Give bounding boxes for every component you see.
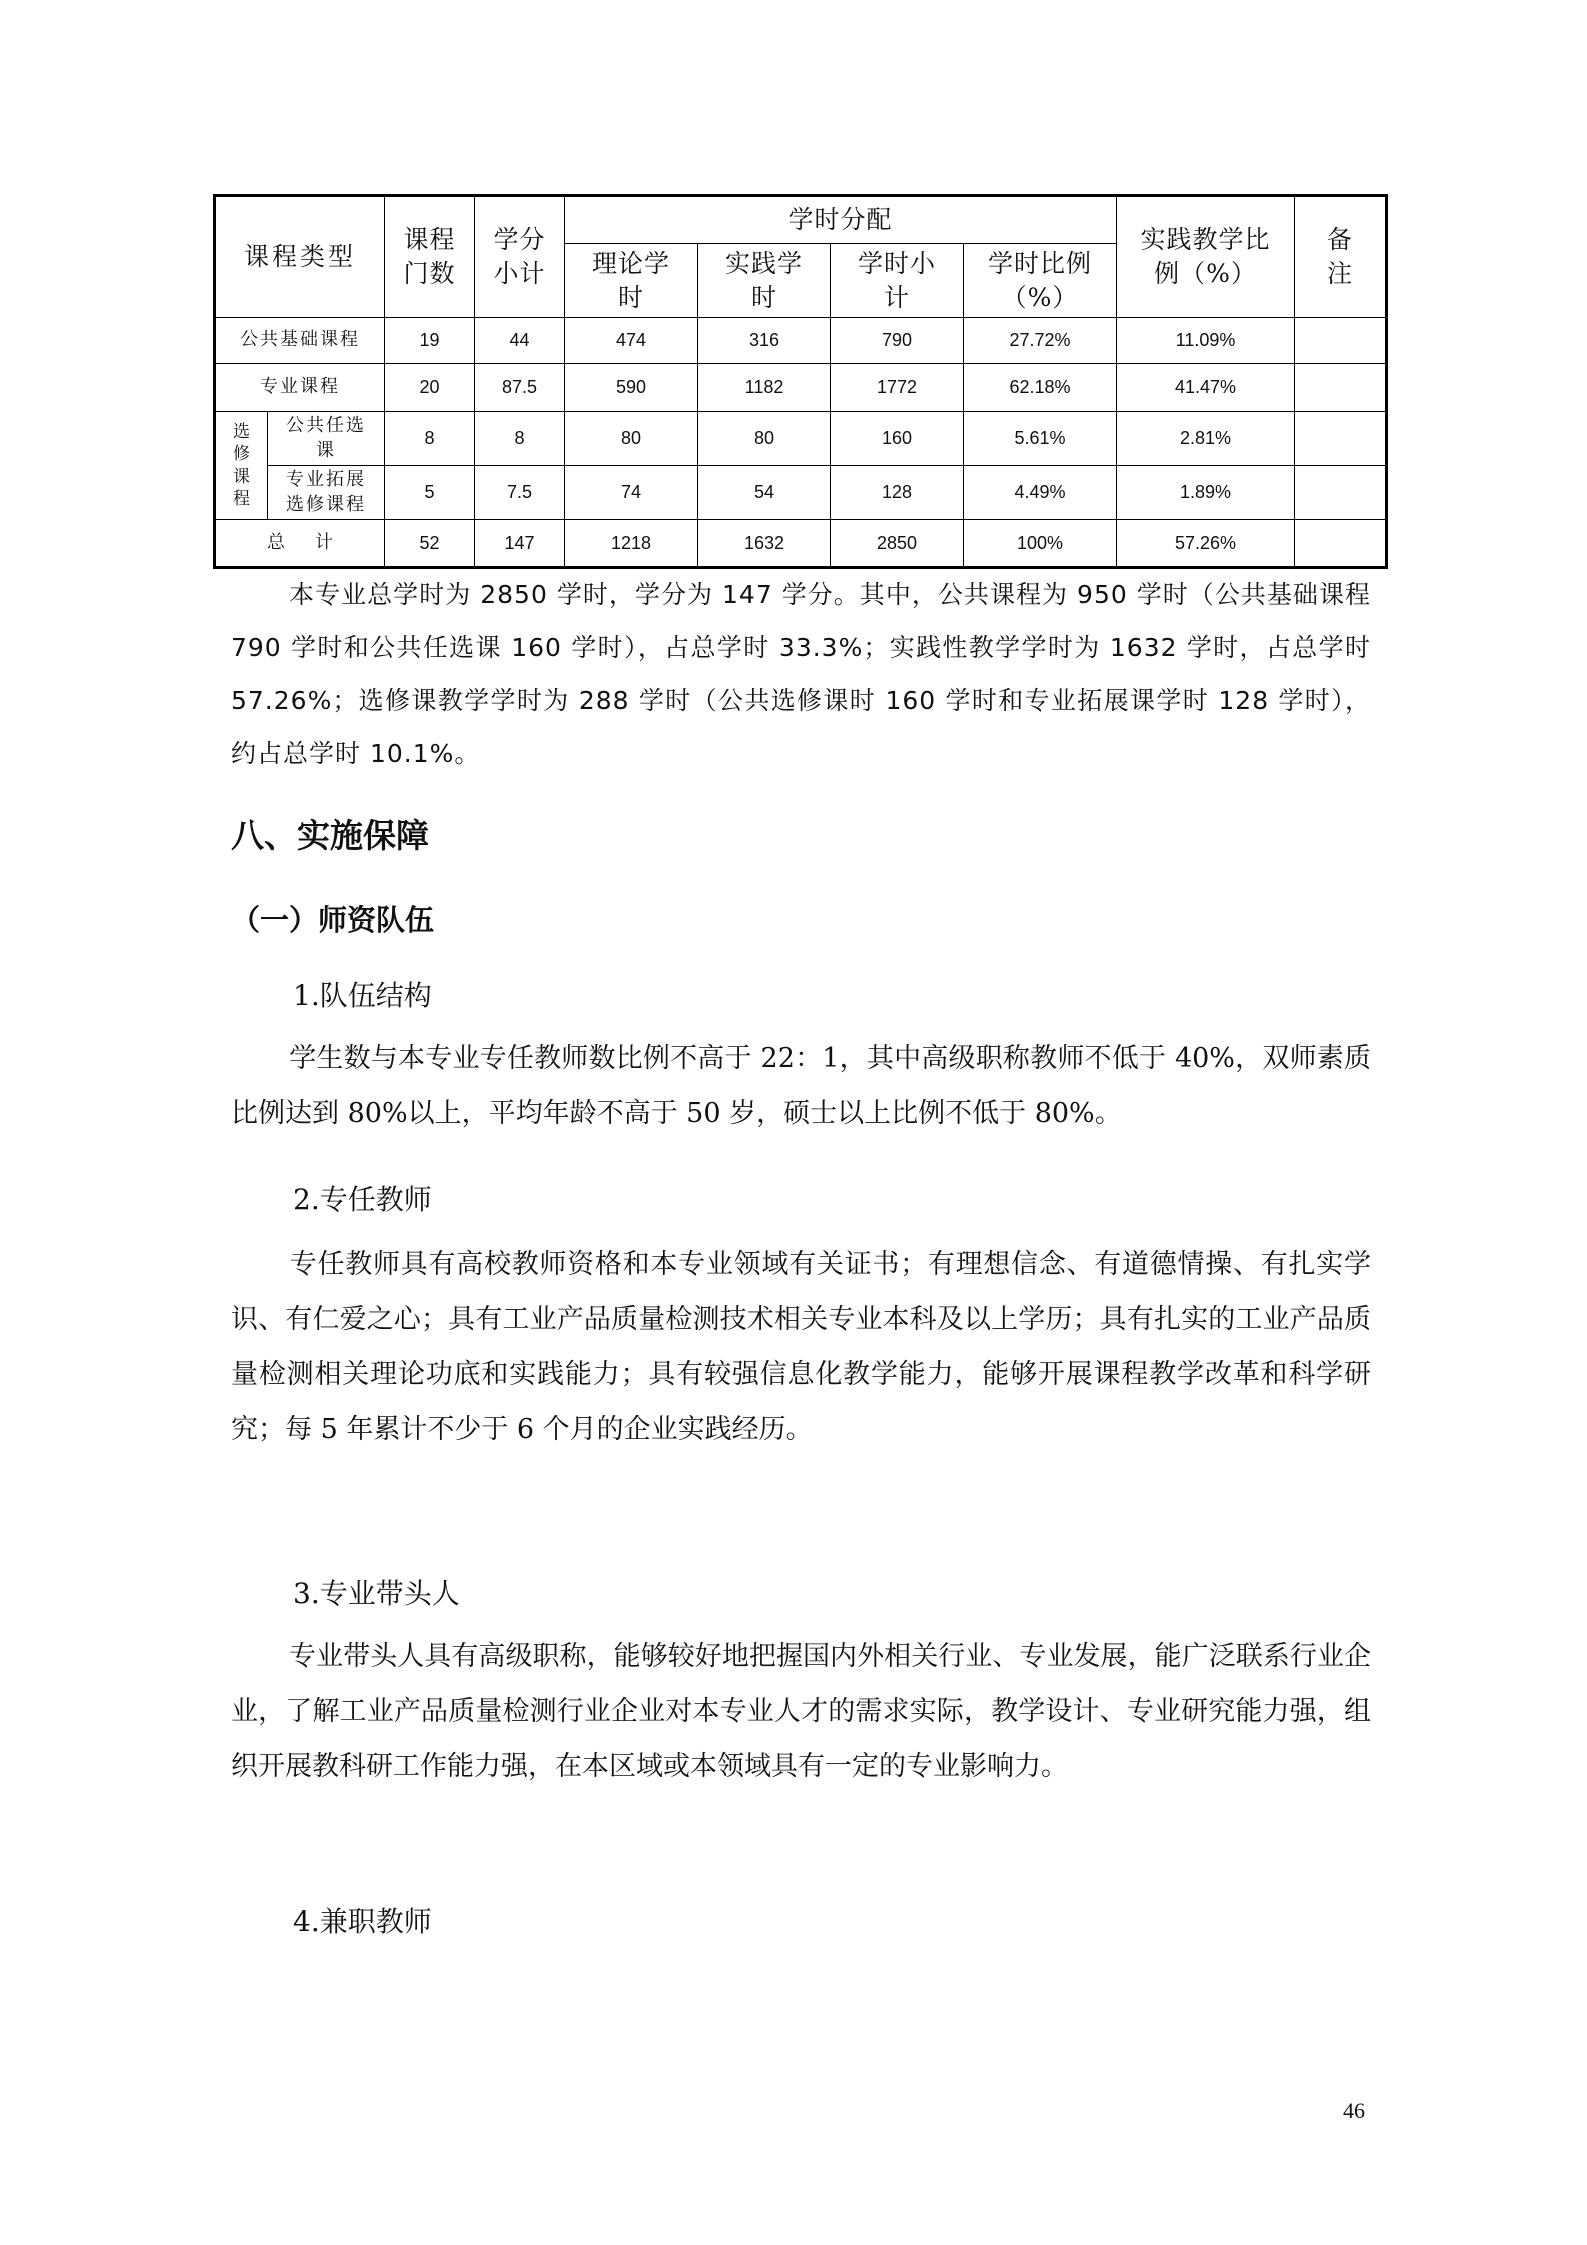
cell-remark [1295, 466, 1387, 520]
cell-credits: 44 [475, 318, 565, 364]
row-name: 公共基础课程 [215, 318, 385, 364]
cell-practice: 1632 [698, 520, 831, 568]
cell-count: 52 [385, 520, 475, 568]
cell-practice: 80 [698, 412, 831, 466]
cell-practice: 1182 [698, 364, 831, 412]
header-hours-subtotal: 学时小 计 [831, 244, 964, 318]
table-row [215, 364, 1387, 412]
item-heading: 1.队伍结构 [293, 979, 432, 1012]
cell-theory: 80 [565, 412, 698, 466]
header-practice-hours: 实践学 时 [698, 244, 831, 318]
subsection-title: （一）师资队伍 [231, 903, 435, 937]
cell-practice: 316 [698, 318, 831, 364]
cell-credits: 8 [475, 412, 565, 466]
elective-group-label: 选 修 课 程 [215, 412, 268, 520]
cell-ratio: 100% [964, 520, 1117, 568]
cell-count: 5 [385, 466, 475, 520]
table-row [215, 412, 1387, 466]
row-name: 总计 [215, 520, 385, 568]
page-number: 46 [1343, 2098, 1365, 2123]
cell-theory: 590 [565, 364, 698, 412]
header-credits: 学分 小计 [475, 196, 565, 318]
item-heading: 4.兼职教师 [293, 1905, 432, 1938]
cell-remark [1295, 412, 1387, 466]
header-hours-ratio: 学时比例 （%） [964, 244, 1117, 318]
cell-practice: 54 [698, 466, 831, 520]
row-name: 专业拓展 选修课程 [268, 466, 385, 520]
header-course-type: 课程类型 [215, 196, 385, 318]
course-hours-table [213, 194, 1388, 569]
section-title: 八、实施保障 [231, 816, 429, 855]
cell-practice-ratio: 1.89% [1117, 466, 1295, 520]
item-heading: 3.专业带头人 [293, 1577, 460, 1610]
cell-practice-ratio: 41.47% [1117, 364, 1295, 412]
cell-remark [1295, 318, 1387, 364]
row-name: 公共任选 课 [268, 412, 385, 466]
cell-theory: 1218 [565, 520, 698, 568]
header-theory-hours: 理论学 时 [565, 244, 698, 318]
cell-count: 20 [385, 364, 475, 412]
table-row [215, 318, 1387, 364]
cell-theory: 74 [565, 466, 698, 520]
row-name: 专业课程 [215, 364, 385, 412]
cell-credits: 7.5 [475, 466, 565, 520]
cell-subtotal: 128 [831, 466, 964, 520]
table-row-total [215, 520, 1387, 568]
cell-remark [1295, 364, 1387, 412]
header-remark: 备 注 [1295, 196, 1387, 318]
cell-count: 19 [385, 318, 475, 364]
item-paragraph: 专业带头人具有高级职称，能够较好地把握国内外相关行业、专业发展，能广泛联系行业企业，了解工业产品质量检测行业企业对本专业人才的需求实际，教学设计、专业研究能力强，组织开展教科研工作能力强，在本区域或本领域具有一定的专业影响力。 [231, 1641, 1371, 1782]
cell-subtotal: 790 [831, 318, 964, 364]
cell-ratio: 27.72% [964, 318, 1117, 364]
item-heading: 2.专任教师 [293, 1183, 432, 1216]
cell-credits: 87.5 [475, 364, 565, 412]
cell-practice-ratio: 57.26% [1117, 520, 1295, 568]
table-row [215, 466, 1387, 520]
cell-subtotal: 1772 [831, 364, 964, 412]
header-hours-group: 学时分配 [565, 196, 1117, 244]
cell-ratio: 5.61% [964, 412, 1117, 466]
header-course-count: 课程 门数 [385, 196, 475, 318]
cell-ratio: 62.18% [964, 364, 1117, 412]
hours-summary-paragraph: 本专业总学时为 2850 学时，学分为 147 学分。其中，公共课程为 950 学时（公共基础课程 790 学时和公共任选课 160 学时），占总学时 33.3%；实践性教学学时为 1632 学时，占总学时 57.26%；选修课教学学时为 288 学时（公共选修课时 160 学时和专业拓展课学时 128 学时），约占总学时 10.1%。 [231, 580, 1371, 768]
cell-subtotal: 160 [831, 412, 964, 466]
item-paragraph: 学生数与本专业专任教师数比例不高于 22：1，其中高级职称教师不低于 40%，双师素质比例达到 80%以上，平均年龄不高于 50 岁，硕士以上比例不低于 80%。 [231, 1043, 1371, 1129]
header-practice-ratio: 实践教学比 例（%） [1117, 196, 1295, 318]
cell-subtotal: 2850 [831, 520, 964, 568]
cell-practice-ratio: 2.81% [1117, 412, 1295, 466]
cell-count: 8 [385, 412, 475, 466]
cell-practice-ratio: 11.09% [1117, 318, 1295, 364]
cell-remark [1295, 520, 1387, 568]
item-paragraph: 专任教师具有高校教师资格和本专业领域有关证书；有理想信念、有道德情操、有扎实学识、有仁爱之心；具有工业产品质量检测技术相关专业本科及以上学历；具有扎实的工业产品质量检测相关理论功底和实践能力；具有较强信息化教学能力，能够开展课程教学改革和科学研究；每 5 年累计不少于 6 个月的企业实践经历。 [231, 1249, 1371, 1445]
cell-theory: 474 [565, 318, 698, 364]
cell-credits: 147 [475, 520, 565, 568]
cell-ratio: 4.49% [964, 466, 1117, 520]
